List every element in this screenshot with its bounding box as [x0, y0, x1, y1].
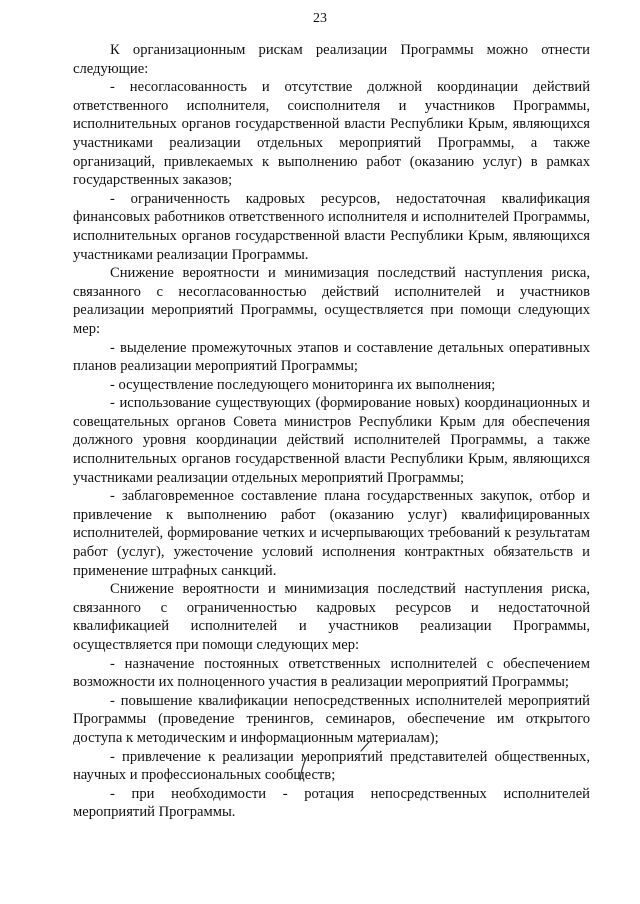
document-body [73, 41, 590, 822]
paragraph-coordination-measures: Снижение вероятности и минимизация последствий наступления риска, связанного с несогласованностью действий исполнителей и участников реализации мероприятий Программы, осуществляется при помощи следующих мер: [73, 265, 590, 337]
list-item-measure-procurement: - заблаговременное составление плана государственных закупок, отбор и привлечение к выполнению работ (оказанию услуг) квалифицированных исполнителей, формирование четких и исчерпывающих требований к результатам работ (услуг), ужесточение условий исполнения контрактных обязательств и применение штрафных санкций. [73, 488, 590, 579]
list-item-measure-appointment: - назначение постоянных ответственных исполнителей с обеспечением возможности их полноценного участия в реализации мероприятий Программы; [73, 655, 590, 691]
list-item-measure-rotation: - при необходимости - ротация непосредственных исполнителей мероприятий Программы. [73, 785, 590, 821]
list-item-measure-councils: - использование существующих (формирование новых) координационных и совещательных органов Совета министров Республики Крым для обеспечения должного уровня координации действий исполнителей Программы, а также исполнительных органов государственной власти Республики Крым, являющихся участниками реализации отдельных мероприятий Программы; [73, 395, 590, 486]
list-item-risk-coordination: - несогласованность и отсутствие должной координации действий ответственного исполнителя, соисполнителя и участников Программы, исполнительных органов государственной власти Республики Крым, являющихся участниками реализации отдельных мероприятий Программы, а также организаций, привлекаемых к выполнению работ (оказанию услуг) в рамках государственных заказов; [73, 79, 590, 189]
list-item-measure-monitoring: - осуществление последующего мониторинга их выполнения; [110, 376, 496, 393]
list-item-measure-training: - повышение квалификации непосредственных исполнителей мероприятий Программы (проведение тренингов, семинаров, обеспечение им открытого доступа к методическим и информационным материалам); [73, 692, 590, 746]
page-number: 23 [313, 11, 327, 26]
paragraph-staff-measures: Снижение вероятности и минимизация последствий наступления риска, связанного с ограниченностью кадровых ресурсов и недостаточной квалификацией исполнителей и участников реализации Программы, осуществляется при помощи следующих мер: [73, 581, 590, 653]
paragraph-intro: К организационным рискам реализации Программы можно отнести следующие: [73, 42, 590, 77]
list-item-measure-stages: - выделение промежуточных этапов и составление детальных оперативных планов реализации мероприятий Программы; [73, 339, 590, 375]
list-item-measure-communities: - привлечение к реализации мероприятий представителей общественных, научных и профессиональных сообществ; [73, 748, 590, 784]
list-item-risk-staff: - ограниченность кадровых ресурсов, недостаточная квалификация финансовых работников ответственного исполнителя и исполнителей Программы, исполнительных органов государственной власти Республики Крым, являющихся участниками реализации Программы. [73, 190, 590, 263]
